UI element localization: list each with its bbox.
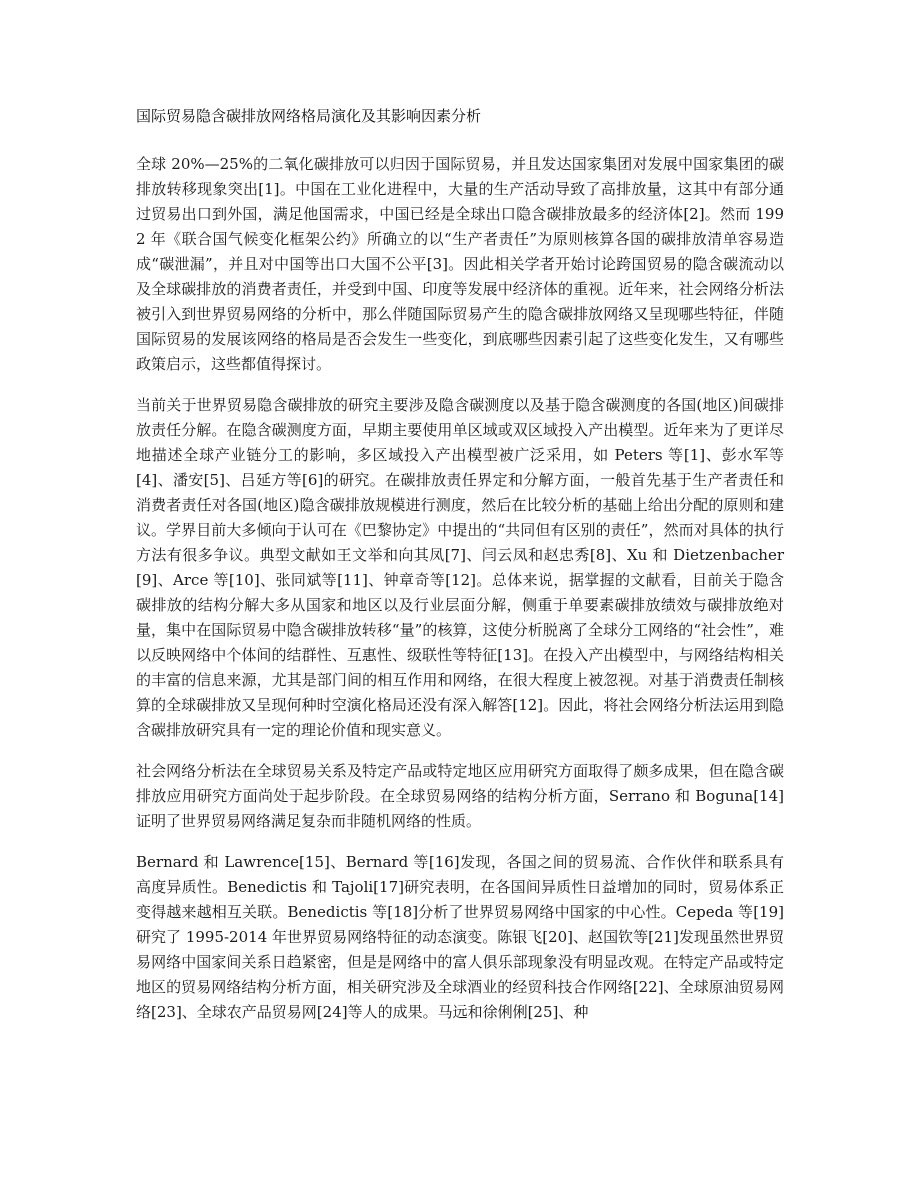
paragraph-3: 社会网络分析法在全球贸易关系及特定产品或特定地区应用研究方面取得了颇多成果，但在隐含碳排放应用研究方面尚处于起步阶段。在全球贸易网络的结构分析方面，Serrano 和 Boguna[14]证明了世界贸易网络满足复杂而非随机网络的性质。	[136, 762, 784, 830]
paragraph-4: Bernard 和 Lawrence[15]、Bernard 等[16]发现，各国之间的贸易流、合作伙伴和联系具有高度异质性。Benedictis 和 Tajoli[17]研究表明，在各国间异质性日益增加的同时，贸易体系正变得越来越相互关联。Benedictis 等[18]分析了世界贸易网络中国家的中心性。Cepeda 等[19]研究了 1995-2014 年世界贸易网络特征的动态演变。陈银飞[20]、赵国钦等[21]发现虽然世界贸易网络中国家间关系日趋紧密，但是是网络中的富人俱乐部现象没有明显改观。在特定产品或特定地区的贸易网络结构分析方面，相关研究涉及全球酒业的经贸科技合作网络[22]、全球原油贸易网络[23]、全球农产品贸易网[24]等人的成果。马远和徐俐俐[25]、种	[136, 853, 784, 1021]
document-page	[136, 104, 784, 1025]
document-title: 国际贸易隐含碳排放网络格局演化及其影响因素分析	[136, 107, 482, 125]
paragraph-2: 当前关于世界贸易隐含碳排放的研究主要涉及隐含碳测度以及基于隐含碳测度的各国(地区)间碳排放责任分解。在隐含碳测度方面，早期主要使用单区域或双区域投入产出模型。近年来为了更详尽地描述全球产业链分工的影响，多区域投入产出模型被广泛采用，如 Peters 等[1]、彭水军等[4]、潘安[5]、吕延方等[6]的研究。在碳排放责任界定和分解方面，一般首先基于生产者责任和消费者责任对各国(地区)隐含碳排放规模进行测度，然后在比较分析的基础上给出分配的原则和建议。学界目前大多倾向于认可在《巴黎协定》中提出的“共同但有区别的责任”，然而对具体的执行方法有很多争议。典型文献如王文举和向其凤[7]、闫云凤和赵忠秀[8]、Xu 和 Dietzenbacher[9]、Arce 等[10]、张同斌等[11]、钟章奇等[12]。总体来说，据掌握的文献看，目前关于隐含碳排放的结构分解大多从国家和地区以及行业层面分解，侧重于单要素碳排放绩效与碳排放绝对量，集中在国际贸易中隐含碳排放转移“量”的核算，这使分析脱离了全球分工网络的“社会性”，难以反映网络中个体间的结群性、互惠性、级联性等特征[13]。在投入产出模型中，与网络结构相关的丰富的信息来源，尤其是部门间的相互作用和网络，在很大程度上被忽视。对基于消费责任制核算的全球碳排放又呈现何种时空演化格局还没有深入解答[12]。因此，将社会网络分析法运用到隐含碳排放研究具有一定的理论价值和现实意义。	[136, 396, 784, 739]
paragraph-1: 全球 20%—25%的二氧化碳排放可以归因于国际贸易，并且发达国家集团对发展中国家集团的碳排放转移现象突出[1]。中国在工业化进程中，大量的生产活动导致了高排放量，这其中有部分通过贸易出口到外国，满足他国需求，中国已经是全球出口隐含碳排放最多的经济体[2]。然而 1992 年《联合国气候变化框架公约》所确立的以“生产者责任”为原则核算各国的碳排放清单容易造成“碳泄漏”，并且对中国等出口大国不公平[3]。因此相关学者开始讨论跨国贸易的隐含碳流动以及全球碳排放的消费者责任，并受到中国、印度等发展中经济体的重视。近年来，社会网络分析法被引入到世界贸易网络的分析中，那么伴随国际贸易产生的隐含碳排放网络又呈现哪些特征，伴随国际贸易的发展该网络的格局是否会发生一些变化，到底哪些因素引起了这些变化发生，又有哪些政策启示，这些都值得探讨。	[136, 155, 784, 373]
